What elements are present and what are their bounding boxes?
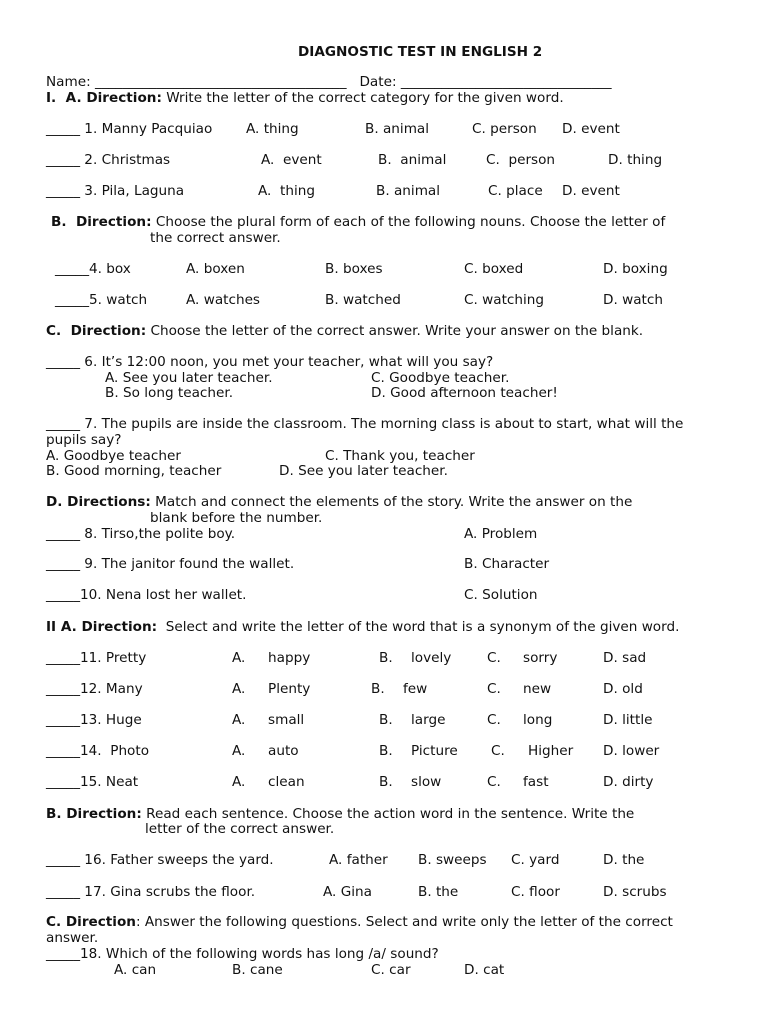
q4-option-c: C. boxed [464,261,524,277]
q3-option-c: C. place [488,183,543,199]
q4-option-d: D. boxing [603,261,668,277]
q13-letter-c: C. [487,712,501,728]
q15-letter-a: A. [232,774,246,790]
q14-letter-a: A. [232,743,246,759]
q6-option-b: B. So long teacher. [105,385,234,401]
q3-option-d: D. event [562,183,620,199]
question-9: _____ 9. The janitor found the wallet. [46,556,295,572]
q13-letter-b: B. [379,712,393,728]
question-6: _____ 6. It’s 12:00 noon, you met your teacher, what will you say? [46,354,494,370]
q15-option-b: slow [411,774,442,790]
name-label: Name: [46,74,91,90]
section-1d-heading: D. Directions: [46,494,151,510]
match-option-c: C. Solution [464,587,538,603]
q13-option-a: small [268,712,305,728]
q5-option-a: A. watches [186,292,261,308]
q15-option-d: D. dirty [603,774,654,790]
section-1a-direction [46,90,564,106]
q16-option-d: D. the [603,852,645,868]
section-1b-text: Choose the plural form of each of the following nouns. Choose the letter of [151,214,666,230]
section-1a-heading: I. A. Direction: [46,90,162,106]
section-2b-heading: B. Direction: [46,806,142,822]
q5-option-c: C. watching [464,292,545,308]
q11-option-d: D. sad [603,650,647,666]
question-15: _____15. Neat [46,774,139,790]
q14-option-c: Higher [528,743,574,759]
q1-option-b: B. animal [365,121,430,137]
section-2b-direction [46,806,634,822]
q5-option-b: B. watched [325,292,401,308]
q13-option-c: long [523,712,553,728]
q2-option-a: A. event [261,152,322,168]
section-1d-text-cont: blank before the number. [150,510,323,526]
q14-letter-c: C. [491,743,505,759]
q15-option-a: clean [268,774,305,790]
q18-option-d: D. cat [464,962,505,978]
q17-option-c: C. floor [511,884,560,900]
q13-letter-a: A. [232,712,246,728]
question-14: _____14. Photo [46,743,150,759]
q18-option-c: C. car [371,962,411,978]
name-field[interactable]: _____________________________________ [95,74,347,90]
section-2c-heading: C. Direction [46,914,136,930]
section-2a-direction [46,619,679,635]
section-1b-direction [51,214,665,230]
section-1c-direction [46,323,643,339]
question-7: _____ 7. The pupils are inside the classroom. The morning class is about to start, what will the [46,416,684,432]
q11-option-b: lovely [411,650,452,666]
q17-option-d: D. scrubs [603,884,667,900]
question-10: _____10. Nena lost her wallet. [46,587,247,603]
q6-option-d: D. Good afternoon teacher! [371,385,558,401]
q13-option-d: D. little [603,712,653,728]
q14-option-a: auto [268,743,299,759]
q12-letter-a: A. [232,681,246,697]
question-8: _____ 8. Tirso,the polite boy. [46,526,236,542]
q16-option-a: A. father [329,852,388,868]
q18-option-b: B. cane [232,962,283,978]
section-1c-text: Choose the letter of the correct answer. Write your answer on the blank. [146,323,644,339]
q7-option-d: D. See you later teacher. [279,463,448,479]
q3-option-b: B. animal [376,183,441,199]
q13-option-b: large [411,712,446,728]
question-2: _____ 2. Christmas [46,152,171,168]
q5-option-d: D. watch [603,292,663,308]
question-11: _____11. Pretty [46,650,147,666]
q15-letter-b: B. [379,774,393,790]
q18-option-a: A. can [114,962,157,978]
question-4: _____4. box [55,261,131,277]
q14-letter-b: B. [379,743,393,759]
section-2b-text: Read each sentence. Choose the action word in the sentence. Write the [141,806,635,822]
q1-option-d: D. event [562,121,620,137]
q12-option-a: Plenty [268,681,311,697]
section-1a-text: Write the letter of the correct category for the given word. [161,90,564,106]
section-2c-text-cont: answer. [46,930,99,946]
date-field[interactable]: _______________________________ [400,74,612,90]
q2-option-d: D. thing [608,152,663,168]
q6-option-a: A. See you later teacher. [105,370,273,386]
question-3: _____ 3. Pila, Laguna [46,183,185,199]
match-option-a: A. Problem [464,526,538,542]
q7-option-c: C. Thank you, teacher [325,448,475,464]
question-17: _____ 17. Gina scrubs the floor. [46,884,256,900]
q12-option-c: new [523,681,552,697]
q2-option-c: C. person [486,152,556,168]
q7-option-a: A. Goodbye teacher [46,448,181,464]
section-2c-text: : Answer the following questions. Select and write only the letter of the correct [135,914,673,930]
q6-option-c: C. Goodbye teacher. [371,370,510,386]
question-18: _____18. Which of the following words has long /a/ sound? [46,946,439,962]
q11-letter-c: C. [487,650,501,666]
q1-option-c: C. person [472,121,537,137]
section-2a-heading: II A. Direction: [46,619,158,635]
question-1: _____ 1. Manny Pacquiao [46,121,213,137]
question-5: _____5. watch [55,292,148,308]
question-13: _____13. Huge [46,712,142,728]
q3-option-a: A. thing [258,183,315,199]
q12-letter-b: B. [371,681,385,697]
q17-option-a: A. Gina [323,884,372,900]
question-16: _____ 16. Father sweeps the yard. [46,852,274,868]
q12-option-b: few [403,681,428,697]
match-option-b: B. Character [464,556,550,572]
q4-option-b: B. boxes [325,261,383,277]
q17-option-b: B. the [418,884,459,900]
section-1b-heading: B. Direction: [51,214,152,230]
q12-option-d: D. old [603,681,643,697]
q14-option-b: Picture [411,743,458,759]
q11-option-c: sorry [523,650,558,666]
question-7-cont: pupils say? [46,432,122,448]
q12-letter-c: C. [487,681,501,697]
section-2b-text-cont: letter of the correct answer. [145,821,335,837]
date-label: Date: [359,74,397,90]
q11-letter-a: A. [232,650,246,666]
section-1c-heading: C. Direction: [46,323,147,339]
q11-letter-b: B. [379,650,393,666]
section-2a-text: Select and write the letter of the word that is a synonym of the given word. [157,619,680,635]
question-12: _____12. Many [46,681,143,697]
name-date-row [46,74,612,90]
q2-option-b: B. animal [378,152,447,168]
section-2c-direction [46,914,673,930]
section-1b-text-cont: the correct answer. [150,230,281,246]
q15-letter-c: C. [487,774,501,790]
q16-option-b: B. sweeps [418,852,487,868]
page-title: DIAGNOSTIC TEST IN ENGLISH 2 [298,44,543,60]
section-1d-direction [46,494,632,510]
q11-option-a: happy [268,650,311,666]
section-1d-text: Match and connect the elements of the story. Write the answer on the [150,494,633,510]
q7-option-b: B. Good morning, teacher [46,463,222,479]
q4-option-a: A. boxen [186,261,245,277]
q14-option-d: D. lower [603,743,660,759]
q16-option-c: C. yard [511,852,560,868]
q1-option-a: A. thing [246,121,299,137]
q15-option-c: fast [523,774,549,790]
